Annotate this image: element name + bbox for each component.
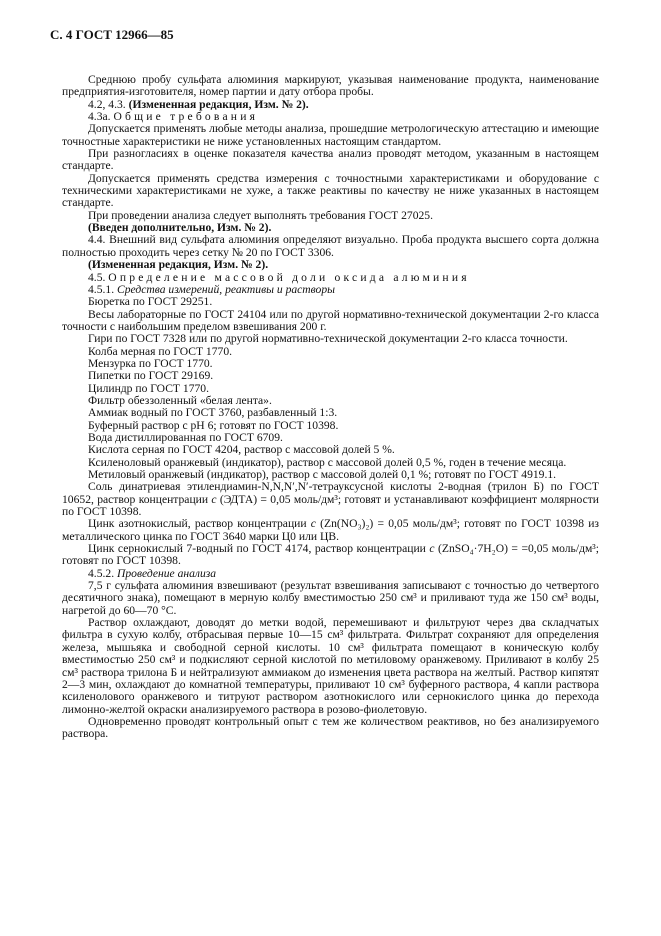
- document-body: [62, 74, 599, 741]
- text: Допускается применять любые методы анализа, прошедшие метрологическую аттестацию и имеющие точностные характеристики не ниже установленных настоящим стандартом.: [62, 122, 599, 148]
- text: (ZnSO₄·7H₂O) = =0,05 моль/дм³; готовят по ГОСТ 10398.: [62, 542, 599, 568]
- text: Буферный раствор с pH 6; готовят по ГОСТ 10398.: [88, 418, 339, 432]
- paragraph: [62, 481, 599, 518]
- text: При проведении анализа следует выполнять требования ГОСТ 27025.: [88, 208, 433, 222]
- text: Аммиак водный по ГОСТ 3760, разбавленный 1:3.: [88, 406, 338, 420]
- paragraph: [62, 518, 599, 543]
- paragraph: [62, 148, 599, 173]
- text: При разногласиях в оценке показателя качества анализ проводят методом, указанным в настоящем стандарте.: [62, 147, 599, 173]
- paragraph: [62, 173, 599, 210]
- paragraph: [62, 716, 599, 741]
- text: Вода дистиллированная по ГОСТ 6709.: [88, 430, 283, 444]
- italic-text: c: [429, 542, 435, 556]
- text: Ксиленоловый оранжевый (индикатор), раствор с массовой долей 0,5 %, годен в течение месяца.: [88, 455, 567, 469]
- paragraph: [62, 580, 599, 617]
- text: Фильтр обеззоленный «белая лента».: [88, 393, 272, 407]
- text: 4.5.: [88, 270, 109, 284]
- text: Цинк сернокислый 7-водный по ГОСТ 4174, раствор концентрации: [88, 542, 430, 556]
- text: Весы лабораторные по ГОСТ 24104 или по другой нормативно-технической документации 2-го класса точности с наибольшим пределом взвешивания 200 г.: [62, 307, 599, 333]
- text: 4.5.2.: [88, 566, 117, 580]
- text: 4.4. Внешний вид сульфата алюминия определяют визуально. Проба продукта высшего сорта должна полностью проходить через сетку № 20 по ГОСТ 3306.: [62, 233, 599, 259]
- italic-text: c: [310, 517, 316, 531]
- text: 4.3а.: [88, 110, 114, 124]
- section-heading: Определение массовой доли оксида алюминия: [108, 270, 470, 284]
- paragraph: [62, 74, 599, 99]
- amendment-note: (Измененная редакция, Изм. № 2).: [128, 97, 309, 111]
- text: 4.5.1.: [88, 282, 117, 296]
- text: (Zn(NO₃)₂) = 0,05 моль/дм³; готовят по ГОСТ 10398 из металлического цинка по ГОСТ 3640 марки Ц0 или ЦВ.: [62, 517, 600, 543]
- text: 4.2, 4.3.: [88, 97, 129, 111]
- amendment-note: (Введен дополнительно, Изм. № 2).: [88, 221, 272, 235]
- italic-text: Средства измерений, реактивы и растворы: [116, 282, 336, 296]
- paragraph: [62, 309, 599, 334]
- text: Цилиндр по ГОСТ 1770.: [88, 381, 209, 395]
- text: Метиловый оранжевый (индикатор), раствор с массовой долей 0,1 %; готовят по ГОСТ 4919.1.: [88, 468, 557, 481]
- paragraph: [62, 617, 599, 716]
- text: Цинк азотнокислый, раствор концентрации: [88, 517, 311, 531]
- text: Одновременно проводят контрольный опыт с тем же количеством реактивов, но без анализируемого раствора.: [62, 714, 599, 741]
- text: Среднюю пробу сульфата алюминия маркируют, указывая наименование продукта, наименование предприятия-изготовителя, номер партии и дату отбора пробы.: [62, 73, 599, 99]
- text: Допускается применять средства измерения с точностными характеристиками и оборудование с техническими характеристиками не хуже, а также реактивы по качеству не ниже указанных в настоящем стандарте.: [62, 171, 599, 210]
- text: Колба мерная по ГОСТ 1770.: [88, 344, 233, 358]
- section-heading: Общие требования: [113, 110, 259, 124]
- italic-text: c: [211, 492, 217, 506]
- text: (ЭДТА) = 0,05 моль/дм³; готовят и устанавливают коэффициент молярности по ГОСТ 10398.: [62, 492, 599, 519]
- text: Мензурка по ГОСТ 1770.: [88, 356, 213, 370]
- paragraph: [62, 234, 599, 259]
- paragraph: [62, 543, 599, 568]
- text: 7,5 г сульфата алюминия взвешивают (результат взвешивания записывают с точностью до четвертого десятичного знака), помещают в мерную колбу вместимостью 250 см³ и приливают туда же 150 см³ воды, нагретой до 60—70 °С.: [62, 579, 599, 617]
- italic-text: Проведение анализа: [116, 566, 217, 580]
- text: Гири по ГОСТ 7328 или по другой нормативно-технической документации 2-го класса точности.: [88, 332, 568, 346]
- paragraph: [62, 123, 599, 148]
- text: Соль динатриевая этилендиамин-N,N,N′,N′-тетрауксусной кислоты 2-водная (трилон Б) по ГОСТ 10652, раствор концентрации: [62, 480, 599, 506]
- text: Пипетки по ГОСТ 29169.: [88, 369, 214, 383]
- text: Раствор охлаждают, доводят до метки водой, перемешивают и фильтруют через два складчатых фильтра в сухую колбу, отбрасывая первые 10—15 см³ фильтрата. Фильтрат сохраняют для определения железа, мышьяка и свободной серной кислоты. 10 см³ фильтрата помещают в коническую колбу вместимостью 250 см³ и подкисляют серной кислотой по метиловому оранжевому. Приливают в колбу 25 см³ раствора трилона Б и нейтрализуют аммиаком до изменения цвета раствора на желтый. Раствор кипятят 2—3 мин, охлаждают до комнатной температуры, приливают 10 см³ буферного раствора, 4 капли раствора ксиленолового оранжевого и титруют раствором азотнокислого или сернокислого цинка до перехода лимонно-желтой окраски анализируемого раствора в розово-фиолетовую.: [62, 616, 599, 716]
- amendment-note: (Измененная редакция, Изм. № 2).: [88, 258, 269, 272]
- page-header: С. 4 ГОСТ 12966—85: [50, 27, 174, 42]
- text: Бюретка по ГОСТ 29251.: [88, 295, 213, 309]
- text: Кислота серная по ГОСТ 4204, раствор с массовой долей 5 %.: [88, 443, 395, 457]
